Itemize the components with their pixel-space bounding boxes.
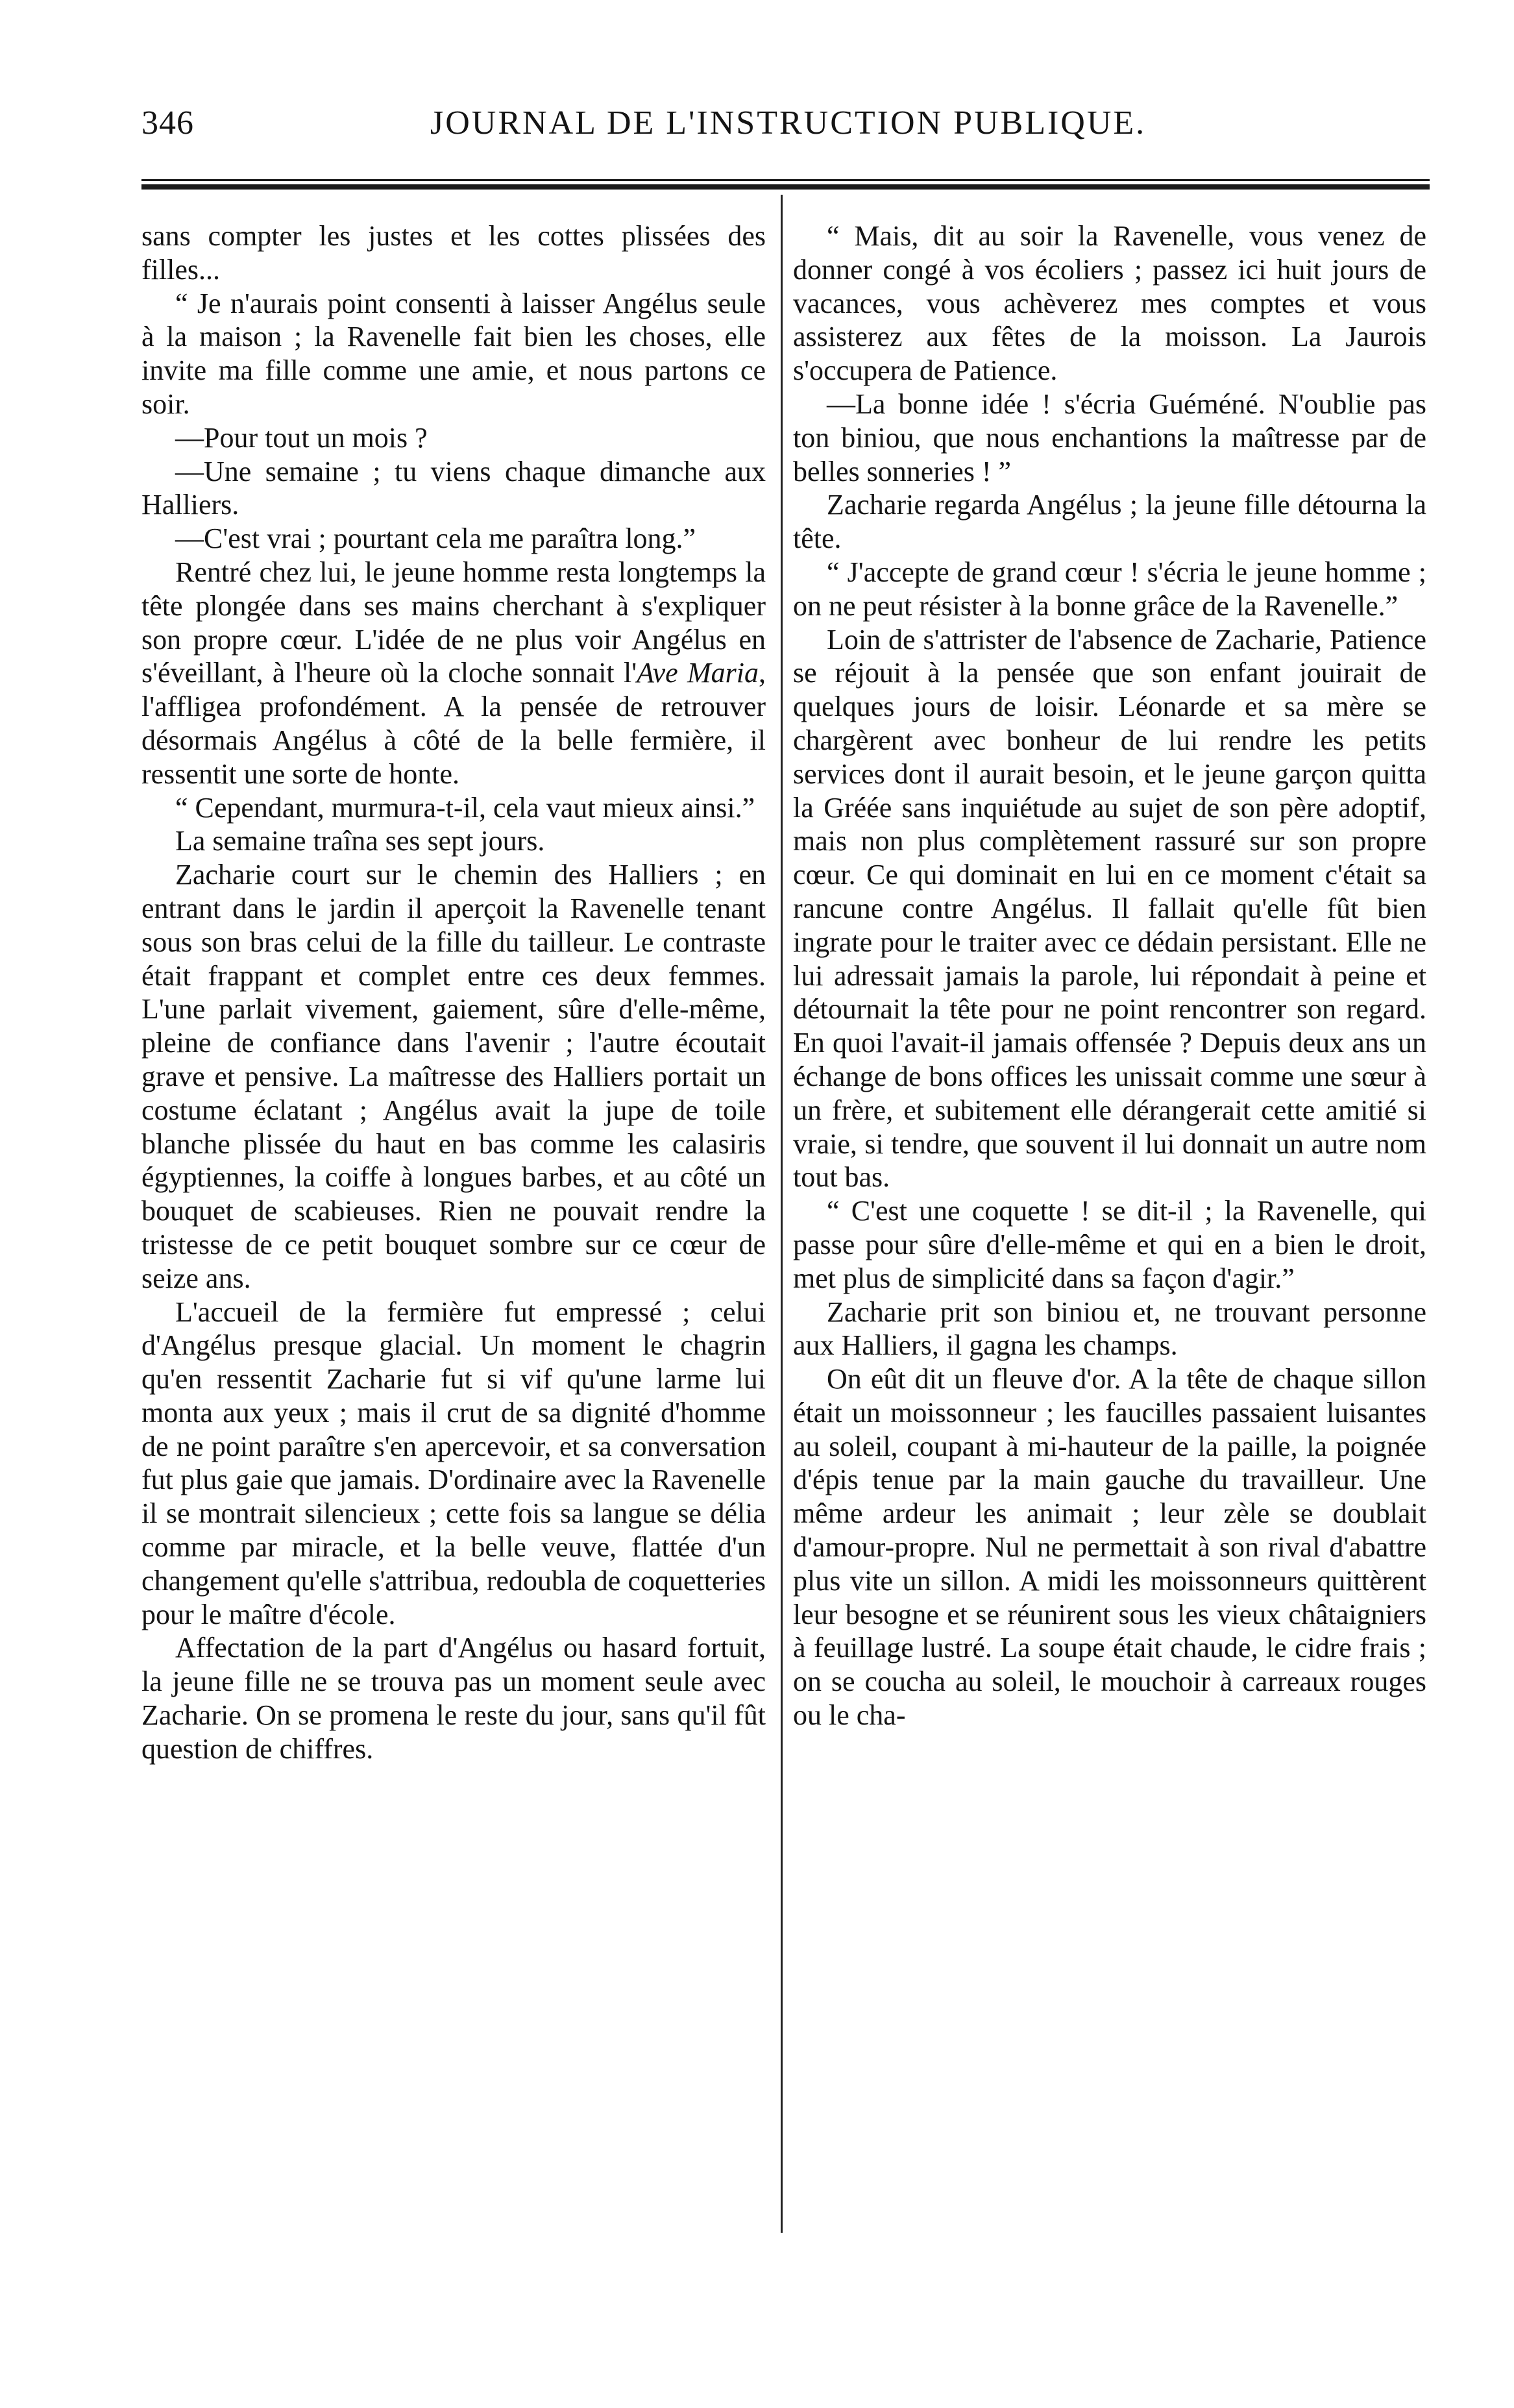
paragraph: [141, 556, 766, 791]
paragraph: “ J'accepte de grand cœur ! s'écria le jeune homme ; on ne peut résister à la bonne grâce de la Ravenelle.”: [793, 556, 1426, 622]
paragraph: —La bonne idée ! s'écria Guéméné. N'oublie pas ton biniou, que nous enchantions la maîtresse par de belles sonneries ! ”: [793, 387, 1426, 487]
paragraph: —C'est vrai ; pourtant cela me paraîtra long.”: [175, 522, 696, 555]
page-number: 346: [141, 104, 194, 141]
paragraph: “ Je n'aurais point consenti à laisser Angélus seule à la maison ; la Ravenelle fait bien les choses, elle invite ma fille comme une amie, et nous partons ce soir.: [141, 287, 766, 420]
paragraph: Loin de s'attrister de l'absence de Zacharie, Patience se réjouit à la pensée que son enfant jouirait de quelques jours de loisir. Léonarde et sa mère se chargèrent avec bonheur de lui rendre les petits services dont il aurait besoin, et le jeune garçon quitta la Gréée sans inquiétude au sujet de son père adoptif, mais non plus complètement rassuré sur son propre cœur. Ce qui dominait en lui en ce moment c'était sa rancune contre Angélus. Il fallait qu'elle fût bien ingrate pour le traiter avec ce dédain persistant. Elle ne lui adressait jamais la parole, lui répondait à peine et détournait la tête pour ne point rencontrer son regard. En quoi l'avait-il jamais offensée ? Depuis deux ans un échange de bons offices les unissait comme une sœur à un frère, et subitement elle dérangerait cette amitié si vraie, si tendre, que souvent il lui donnait un autre nom tout bas.: [793, 623, 1426, 1194]
paragraph: —Une semaine ; tu viens chaque dimanche aux Halliers.: [141, 455, 766, 521]
paragraph-text: Rentré chez lui, le jeune homme resta longtemps la tête plongée dans ses mains cherchant à s'expliquer son propre cœur. L'idée de ne plus voir Angélus en s'éveillant, à l'heure où la cloche sonnait l': [141, 556, 766, 689]
paragraph: “ C'est une coquette ! se dit-il ; la Ravenelle, qui passe pour sûre d'elle-même et qui en a bien le droit, met plus de simplicité dans sa façon d'agir.”: [793, 1195, 1426, 1294]
paragraph: Zacharie prit son biniou et, ne trouvant personne aux Halliers, il gagna les champs.: [793, 1296, 1426, 1362]
paragraph: Affectation de la part d'Angélus ou hasard fortuit, la jeune fille ne se trouva pas un moment seule avec Zacharie. On se promena le reste du jour, sans qu'il fût question de chiffres.: [141, 1632, 766, 1765]
paragraph: Zacharie court sur le chemin des Halliers ; en entrant dans le jardin il aperçoit la Ravenelle tenant sous son bras celui de la fille du tailleur. Le contraste était frappant et complet entre ces deux femmes. L'une parlait vivement, gaiement, sûre d'elle-même, pleine de confiance dans l'avenir ; l'autre écoutait grave et pensive. La maîtresse des Halliers portait un costume éclatant ; Angélus avait la jupe de toile blanche plissée du haut en bas comme les calasiris égyptiennes, la coiffe à longues barbes, et au côté un bouquet de scabieuses. Rien ne pouvait rendre la tristesse de ce petit bouquet sombre sur ce cœur de seize ans.: [141, 859, 766, 1294]
column-divider: [781, 195, 783, 2233]
paragraph: Zacharie regarda Angélus ; la jeune fille détourna la tête.: [793, 489, 1426, 555]
paragraph: —Pour tout un mois ?: [175, 421, 428, 454]
journal-title: JOURNAL DE L'INSTRUCTION PUBLIQUE.: [430, 104, 1147, 141]
paragraph: On eût dit un fleuve d'or. A la tête de chaque sillon était un moissonneur ; les faucilles passaient luisantes au soleil, coupant à mi-hauteur de la paille, la poignée d'épis tenue par la main gauche du travailleur. Une même ardeur les animait ; leur zèle se doublait d'amour-propre. Nul ne permettait à son rival d'abattre plus vite un sillon. A midi les moissonneurs quittèrent leur besogne et se réunirent sous les vieux châtaigniers à feuillage lustré. La soupe était chaude, le cidre frais ; on se coucha au soleil, le mouchoir à carreaux rouges ou le cha-: [793, 1363, 1426, 1732]
paragraph: L'accueil de la fermière fut empressé ; celui d'Angélus presque glacial. Un moment le chagrin qu'en ressentit Zacharie fut si vif qu'une larme lui monta aux yeux ; mais il crut de sa dignité d'homme de ne point paraître s'en apercevoir, et sa conversation fut plus gaie que jamais. D'ordinaire avec la Ravenelle il se montrait silencieux ; cette fois sa langue se délia comme par miracle, et la belle veuve, flattée d'un changement qu'elle s'attribua, redoubla de coquetteries pour le maître d'école.: [141, 1296, 766, 1630]
header-rule-thick: [141, 184, 1430, 190]
header-rule-thin: [141, 179, 1430, 181]
paragraph: La semaine traîna ses sept jours.: [175, 825, 545, 857]
paragraph: “ Cependant, murmura-t-il, cela vaut mieux ainsi.”: [175, 791, 755, 824]
page-header: [141, 104, 1423, 156]
paragraph-text: , l'affligea profondément. A la pensée de retrouver désormais Angélus à côté de la belle fermière, il ressentit une sorte de honte.: [141, 657, 766, 790]
paragraph: “ Mais, dit au soir la Ravenelle, vous venez de donner congé à vos écoliers ; passez ici huit jours de vacances, vous achèverez mes comptes et vous assisterez aux fêtes de la moisson. La Jaurois s'occupera de Patience.: [793, 220, 1426, 387]
right-column: [793, 219, 1426, 1732]
italic-text: Ave Maria: [637, 657, 759, 689]
paragraph: sans compter les justes et les cottes plissées des filles...: [141, 220, 766, 286]
left-column: [141, 219, 766, 1766]
